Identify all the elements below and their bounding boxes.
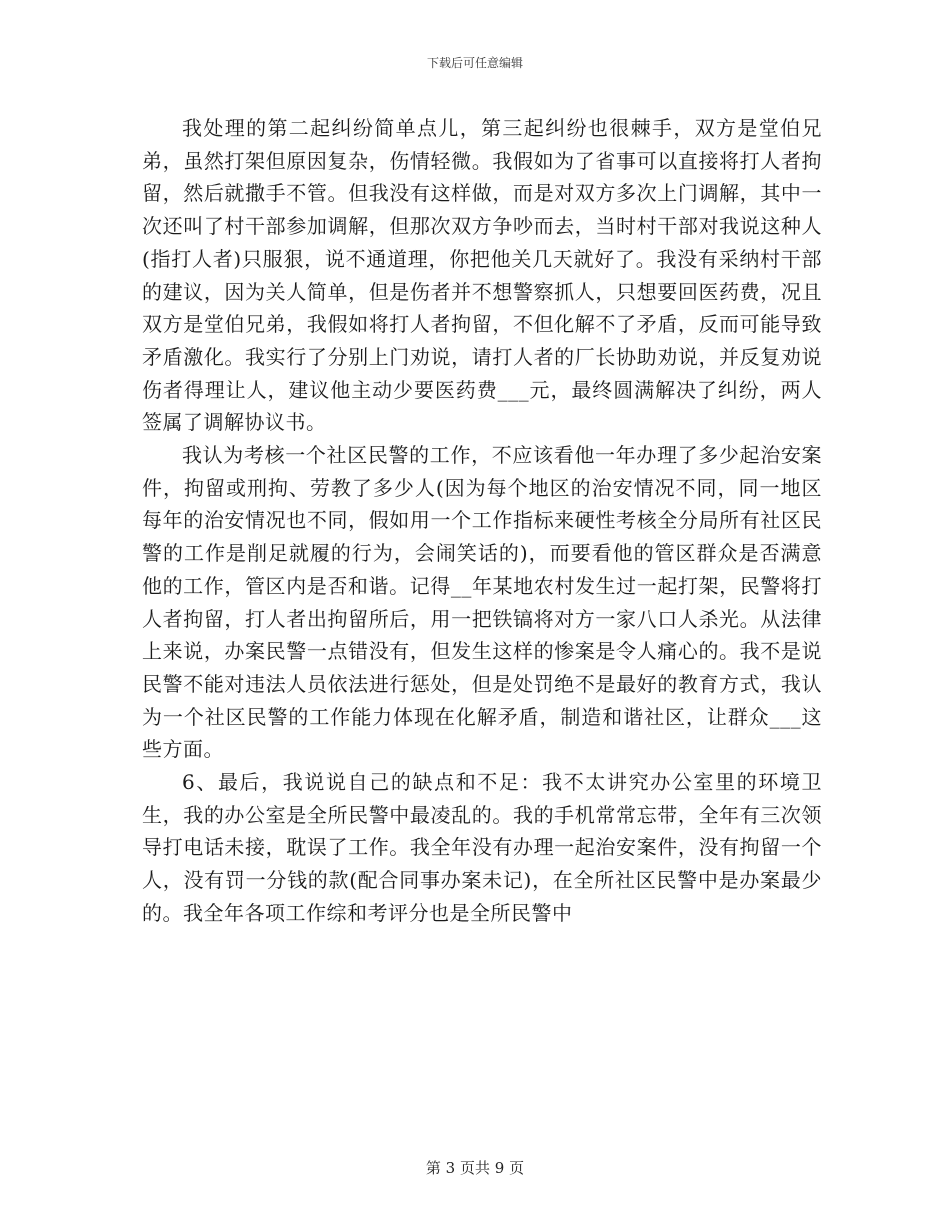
paragraph-shortcomings: 6、最后，我说说自己的缺点和不足：我不太讲究办公室里的环境卫生，我的办公室是全所民警中最凌乱的。我的手机常常忘带，全年有三次领导打电话未接，耽误了工作。我全年没有办理一起治安案件，没有拘留一个人，没有罚一分钱的款(配合同事办案未记)，在全所社区民警中是办案最少的。我全年各项工作综和考评分也是全所民警中 — [142, 770, 822, 925]
page-footer-page-number: 第 3 页共 9 页 — [425, 1159, 525, 1177]
document-body — [142, 112, 822, 930]
paragraph-dispute-mediation: 我处理的第二起纠纷简单点儿，第三起纠纷也很棘手，双方是堂伯兄弟，虽然打架但原因复杂，伤情轻微。我假如为了省事可以直接将打人者拘留，然后就撒手不管。但我没有这样做，而是对双方多次上门调解，其中一次还叫了村干部参加调解，但那次双方争吵而去，当时村干部对我说这种人(指打人者)只服狠，说不通道理，你把他关几天就好了。我没有采纳村干部的建议，因为关人简单，但是伤者并不想警察抓人，只想要回医药费，况且双方是堂伯兄弟，我假如将打人者拘留，不但化解不了矛盾，反而可能导致矛盾激化。我实行了分别上门劝说，请打人者的厂长协助劝说，并反复劝说伤者得理让人，建议他主动少要医药费___元，最终圆满解决了纠纷，两人签属了调解协议书。 — [142, 116, 822, 435]
page-header: 下载后可任意编辑 — [426, 56, 523, 70]
paragraph-assessment-opinion: 我认为考核一个社区民警的工作，不应该看他一年办理了多少起治安案件，拘留或刑拘、劳教了多少人(因为每个地区的治安情况不同，同一地区每年的治安情况也不同，假如用一个工作指标来硬性考核全分局所有社区民警的工作是削足就履的行为，会闹笑话的)，而要看他的管区群众是否满意他的工作，管区内是否和谐。记得__年某地农村发生过一起打架，民警将打人者拘留，打人者出拘留所后，用一把铁镐将对方一家八口人杀光。从法律上来说，办案民警一点错没有，但发生这样的惨案是令人痛心的。我不是说民警不能对违法人员依法进行惩处，但是处罚绝不是最好的教育方式，我认为一个社区民警的工作能力体现在化解矛盾，制造和谐社区，让群众___这些方面。 — [142, 443, 822, 762]
